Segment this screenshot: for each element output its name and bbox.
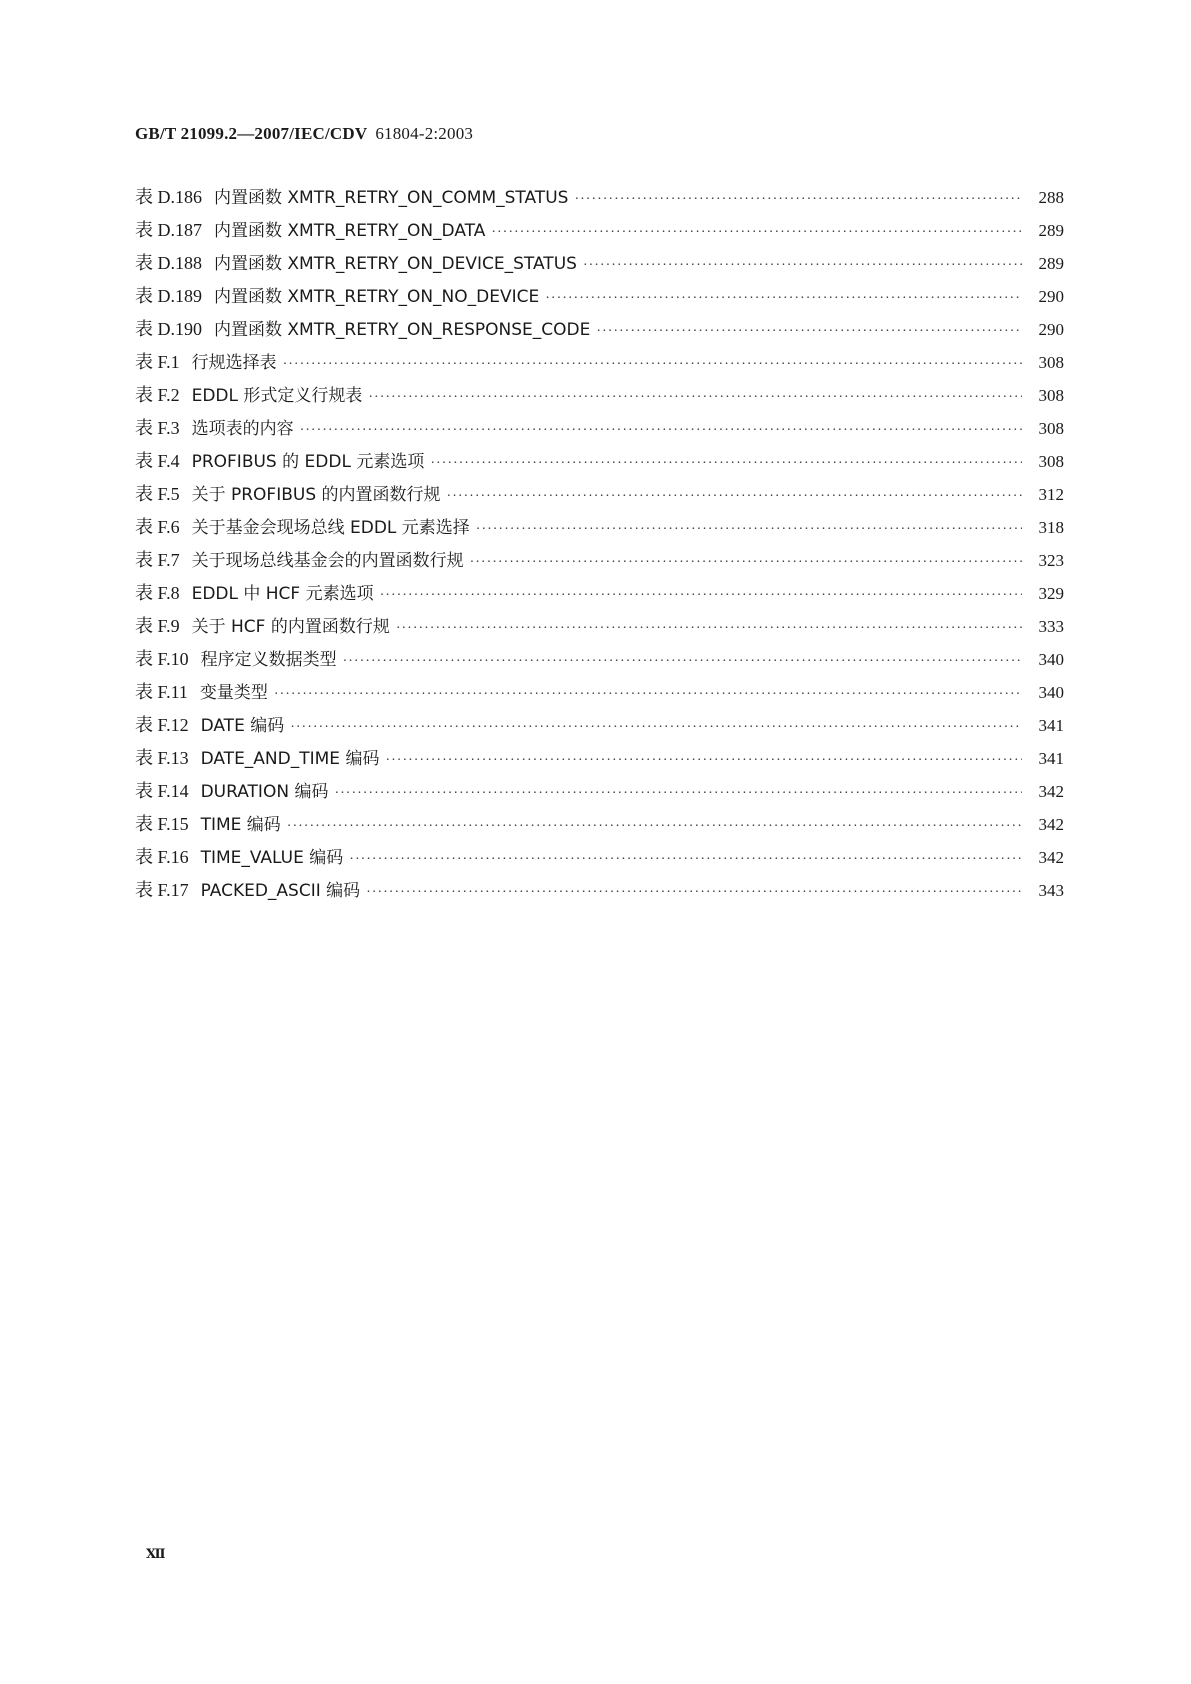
- dot-leader: [430, 447, 1022, 480]
- toc-entry[interactable]: [135, 445, 1064, 478]
- toc-entry-label: 表 D.188: [135, 253, 202, 273]
- dot-leader: [349, 843, 1022, 876]
- dot-leader: [287, 810, 1022, 843]
- toc-entry-title: 选项表的内容: [191, 419, 294, 439]
- toc-entry-page: 342: [1038, 815, 1064, 834]
- toc-entry-title: 变量类型: [199, 683, 268, 703]
- dot-leader: [476, 513, 1022, 546]
- toc-entry-title: EDDL 中 HCF 元素选项: [191, 584, 374, 604]
- toc-entry-title: 内置函数 XMTR_RETRY_ON_COMM_STATUS: [214, 188, 569, 208]
- toc-entry-title: DATE 编码: [200, 716, 285, 736]
- toc-entry[interactable]: [135, 214, 1064, 247]
- toc-entry-label: 表 F.11: [135, 682, 188, 702]
- toc-entry-page: 289: [1038, 254, 1064, 273]
- toc-entry-page: 342: [1038, 782, 1064, 801]
- document-header: [135, 124, 473, 144]
- toc-entry-label: 表 F.3: [135, 418, 180, 438]
- toc-entry-page: 343: [1038, 881, 1064, 900]
- toc-entry[interactable]: [135, 742, 1064, 775]
- dot-leader: [283, 348, 1022, 381]
- toc-entry-title: DATE_AND_TIME 编码: [200, 749, 380, 769]
- table-of-contents: [135, 181, 1064, 907]
- toc-entry-title: 内置函数 XMTR_RETRY_ON_DEVICE_STATUS: [214, 254, 577, 274]
- toc-entry-title: 关于现场总线基金会的内置函数行规: [191, 551, 464, 571]
- toc-entry[interactable]: [135, 643, 1064, 676]
- toc-entry[interactable]: [135, 577, 1064, 610]
- toc-entry-page: 290: [1038, 287, 1064, 306]
- page-number: Ⅻ: [146, 1546, 166, 1561]
- toc-entry[interactable]: [135, 313, 1064, 346]
- dot-leader: [545, 282, 1022, 315]
- toc-entry-label: 表 F.9: [135, 616, 180, 636]
- dot-leader: [368, 381, 1022, 414]
- dot-leader: [574, 183, 1022, 216]
- toc-entry[interactable]: [135, 181, 1064, 214]
- toc-entry-page: 308: [1038, 353, 1064, 372]
- dot-leader: [334, 777, 1022, 810]
- toc-entry[interactable]: [135, 379, 1064, 412]
- toc-entry[interactable]: [135, 874, 1064, 907]
- toc-entry-page: 318: [1038, 518, 1064, 537]
- toc-entry-title: EDDL 形式定义行规表: [191, 386, 363, 406]
- dot-leader: [470, 546, 1022, 579]
- toc-entry-page: 340: [1038, 683, 1064, 702]
- toc-entry[interactable]: [135, 676, 1064, 709]
- toc-entry[interactable]: [135, 346, 1064, 379]
- toc-entry-label: 表 F.5: [135, 484, 180, 504]
- dot-leader: [366, 876, 1022, 909]
- standard-code: GB/T 21099.2—2007/IEC/CDV: [135, 124, 368, 143]
- toc-entry-label: 表 F.16: [135, 847, 189, 867]
- toc-entry-title: 关于基金会现场总线 EDDL 元素选择: [191, 518, 470, 538]
- toc-entry-page: 290: [1038, 320, 1064, 339]
- toc-entry-label: 表 F.2: [135, 385, 180, 405]
- toc-entry-page: 341: [1038, 749, 1064, 768]
- toc-entry-page: 288: [1038, 188, 1064, 207]
- toc-entry[interactable]: [135, 478, 1064, 511]
- toc-entry-page: 289: [1038, 221, 1064, 240]
- toc-entry-title: TIME_VALUE 编码: [200, 848, 344, 868]
- toc-entry-label: 表 F.13: [135, 748, 189, 768]
- toc-entry-page: 341: [1038, 716, 1064, 735]
- toc-entry-title: DURATION 编码: [200, 782, 329, 802]
- toc-entry-label: 表 F.8: [135, 583, 180, 603]
- toc-entry-label: 表 F.6: [135, 517, 180, 537]
- toc-entry-page: 308: [1038, 419, 1064, 438]
- toc-entry-label: 表 F.15: [135, 814, 189, 834]
- toc-entry-title: 程序定义数据类型: [200, 650, 337, 670]
- toc-entry[interactable]: [135, 511, 1064, 544]
- toc-entry-label: 表 F.17: [135, 880, 189, 900]
- toc-entry-label: 表 D.190: [135, 319, 202, 339]
- dot-leader: [583, 249, 1022, 282]
- toc-entry-title: TIME 编码: [200, 815, 281, 835]
- toc-entry[interactable]: [135, 709, 1064, 742]
- dot-leader: [447, 480, 1022, 513]
- toc-entry-page: 323: [1038, 551, 1064, 570]
- toc-entry-page: 308: [1038, 386, 1064, 405]
- toc-entry[interactable]: [135, 610, 1064, 643]
- toc-entry-label: 表 F.12: [135, 715, 189, 735]
- dot-leader: [300, 414, 1022, 447]
- dot-leader: [343, 645, 1022, 678]
- toc-entry[interactable]: [135, 247, 1064, 280]
- toc-entry[interactable]: [135, 412, 1064, 445]
- toc-entry[interactable]: [135, 280, 1064, 313]
- dot-leader: [380, 579, 1022, 612]
- toc-entry-label: 表 F.7: [135, 550, 180, 570]
- toc-entry-title: PROFIBUS 的 EDDL 元素选项: [191, 452, 425, 472]
- toc-entry-title: 关于 PROFIBUS 的内置函数行规: [191, 485, 441, 505]
- toc-entry-label: 表 F.4: [135, 451, 180, 471]
- toc-entry-page: 308: [1038, 452, 1064, 471]
- toc-entry-label: 表 D.186: [135, 187, 202, 207]
- dot-leader: [491, 216, 1022, 249]
- dot-leader: [290, 711, 1022, 744]
- toc-entry-page: 342: [1038, 848, 1064, 867]
- toc-entry-title: 关于 HCF 的内置函数行规: [191, 617, 390, 637]
- toc-entry-title: 内置函数 XMTR_RETRY_ON_NO_DEVICE: [214, 287, 540, 307]
- toc-entry-page: 312: [1038, 485, 1064, 504]
- toc-entry[interactable]: [135, 775, 1064, 808]
- toc-entry[interactable]: [135, 544, 1064, 577]
- toc-entry-label: 表 F.1: [135, 352, 180, 372]
- toc-entry-label: 表 F.14: [135, 781, 189, 801]
- toc-entry-title: PACKED_ASCII 编码: [200, 881, 361, 901]
- toc-entry-page: 333: [1038, 617, 1064, 636]
- toc-entry[interactable]: [135, 841, 1064, 874]
- toc-entry[interactable]: [135, 808, 1064, 841]
- toc-entry-label: 表 D.187: [135, 220, 202, 240]
- dot-leader: [385, 744, 1022, 777]
- standard-number: 61804-2:2003: [375, 124, 474, 143]
- toc-entry-label: 表 F.10: [135, 649, 189, 669]
- dot-leader: [396, 612, 1022, 645]
- toc-entry-label: 表 D.189: [135, 286, 202, 306]
- dot-leader: [274, 678, 1022, 711]
- toc-entry-title: 内置函数 XMTR_RETRY_ON_RESPONSE_CODE: [214, 320, 591, 340]
- toc-entry-title: 行规选择表: [191, 353, 277, 373]
- toc-entry-page: 340: [1038, 650, 1064, 669]
- toc-entry-page: 329: [1038, 584, 1064, 603]
- dot-leader: [596, 315, 1022, 348]
- toc-entry-title: 内置函数 XMTR_RETRY_ON_DATA: [214, 221, 486, 241]
